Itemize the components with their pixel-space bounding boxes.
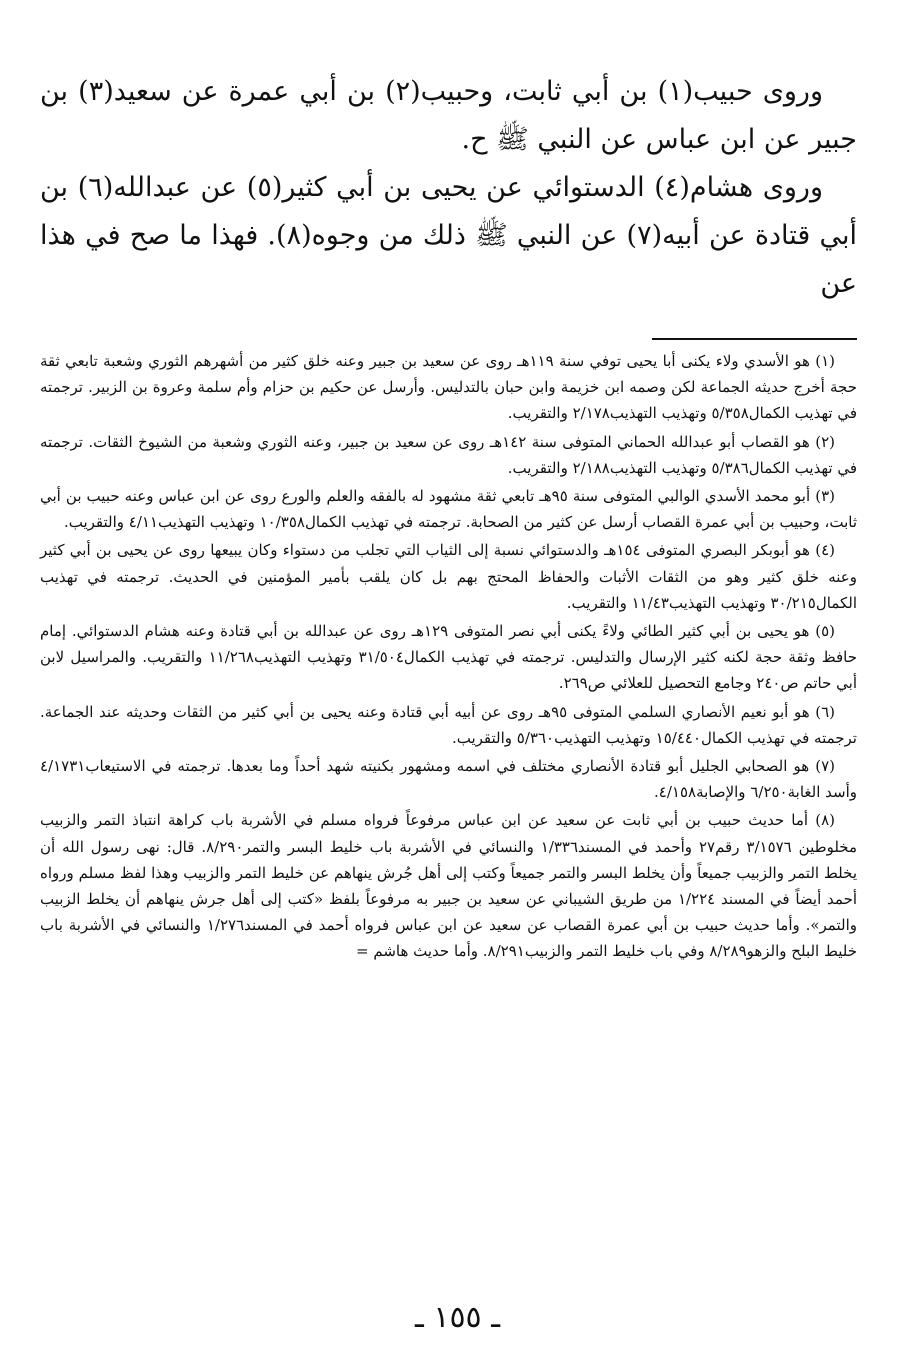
footnote-separator (652, 338, 857, 340)
footnote-7: (٧) هو الصحابي الجليل أبو قتادة الأنصاري مختلف في اسمه ومشهور بكنيته شهد أحداً وما بعدها. ترجمته في الاستيعاب٤/١٧٣١ وأسد الغابة٦/٢٥٠ والإصابة٤/١٥٨. (40, 757, 857, 802)
main-paragraph-2: وروى هشام(٤) الدستوائي عن يحيى بن أبي كثير(٥) عن عبدالله(٦) بن أبي قتادة عن أبيه(٧) عن النبي ﷺ ذلك من وجوه(٨). فهذا ما صح في هذا عن (40, 172, 858, 299)
footnote-3: (٣) أبو محمد الأسدي الوالبي المتوفى سنة ٩٥هـ تابعي ثقة مشهود له بالفقه والعلم والورع روى عن ابن عباس وعنه حبيب بن أبي ثابت، وحبيب بن أبي عمرة القصاب أرسل عن كثير من الصحابة. ترجمته في تهذيب الكمال١٠/٣٥٨ وتهذيب التهذيب٤/١١ والتقريب. (40, 487, 857, 532)
footnote-2: (٢) هو القصاب أبو عبدالله الحماني المتوفى سنة ١٤٢هـ روى عن سعيد بن جبير، وعنه الثوري وشعبة من الشيوخ الثقات. ترجمته في تهذيب الكمال٥/٣٨٦ وتهذيب التهذيب٢/١٨٨ والتقريب. (40, 432, 857, 477)
page-number: ـ ١٥٥ ـ (415, 1300, 500, 1335)
footnote-4: (٤) هو أبوبكر البصري المتوفى ١٥٤هـ والدستوائي نسبة إلى الثياب التي تجلب من دستواء وكان يبيعها روى عن يحيى بن أبي كثير وعنه خلق كثير وهو من الثقات الأثبات والحفاظ المحتج بهم بل كان يلقب بأمير المؤمنين في الحديث. ترجمته في تهذيب الكمال٣٠/٢١٥ وتهذيب التهذيب١١/٤٣ والتقريب. (40, 541, 857, 612)
footnotes (40, 348, 857, 967)
main-paragraph-1: وروى حبيب(١) بن أبي ثابت، وحبيب(٢) بن أبي عمرة عن سعيد(٣) بن جبير عن ابن عباس عن النبي ﷺ ح. (40, 76, 857, 155)
main-text (40, 68, 857, 308)
footnote-8: (٨) أما حديث حبيب بن أبي ثابت عن سعيد عن ابن عباس مرفوعاً فرواه مسلم في الأشربة باب كراهة انتباذ التمر والزبيب مخلوطين ٣/١٥٧٦ رقم٢٧ وأحمد في المسند١/٣٣٦ والنسائي في الأشربة باب خليط البسر والتمر٨/٢٩٠. قال: نهى رسول الله أن يخلط التمر والزبيب جميعاً وأن يخلط البسر والتمر جميعاً وكتب إلى أهل جُرش ينهاهم عن خليط التمر والزبيب وهذا لفظ مسلم ورواه أحمد أيضاً في المسند ١/٢٢٤ من طريق الشيباني عن سعيد بن جبير به مرفوعاً بلفظ «كتب إلى أهل جرش ينهاهم أن يخلط الزبيب والتمر». وأما حديث حبيب بن أبي عمرة القصاب عن سعيد عن ابن عباس فرواه أحمد في المسند١/٢٧٦ والنسائي في الأشربة باب خليط البلح والزهو٨/٢٨٩ وفي باب خليط التمر والزبيب٨/٢٩١. وأما حديث هاشم = (40, 811, 858, 961)
footnote-1: (١) هو الأسدي ولاء يكنى أبا يحيى توفي سنة ١١٩هـ روى عن سعيد بن جبير وعنه خلق كثير من أشهرهم الثوري وشعبة تابعي ثقة حجة أخرج حديثه الجماعة لكن وصمه ابن خزيمة وابن حبان بالتدليس. وأرسل عن حكيم بن حزام وأم سلمة وعروة بن الزبير. ترجمته في تهذيب الكمال٥/٣٥٨ وتهذيب التهذيب٢/١٧٨ والتقريب. (40, 352, 857, 423)
footnote-6: (٦) هو أبو نعيم الأنصاري السلمي المتوفى ٩٥هـ روى عن أبيه أبي قتادة وعنه يحيى بن أبي كثير من الثقات وحديثه عند الجماعة. ترجمته في تهذيب الكمال١٥/٤٤٠ وتهذيب التهذيب٥/٣٦٠ والتقريب. (40, 702, 857, 747)
footnote-5: (٥) هو يحيى بن أبي كثير الطائي ولاءً يكنى أبي نصر المتوفى ١٢٩هـ روى عن عبدالله بن أبي قتادة وعنه هشام الدستوائي. إمام حافظ وثقة حجة لكنه كثير الإرسال والتدليس. ترجمته في تهذيب الكمال٣١/٥٠٤ وتهذيب التهذيب١١/٢٦٨ والتقريب. والمراسيل لابن أبي حاتم ص٢٤٠ وجامع التحصيل للعلائي ص٢٦٩. (40, 622, 857, 693)
